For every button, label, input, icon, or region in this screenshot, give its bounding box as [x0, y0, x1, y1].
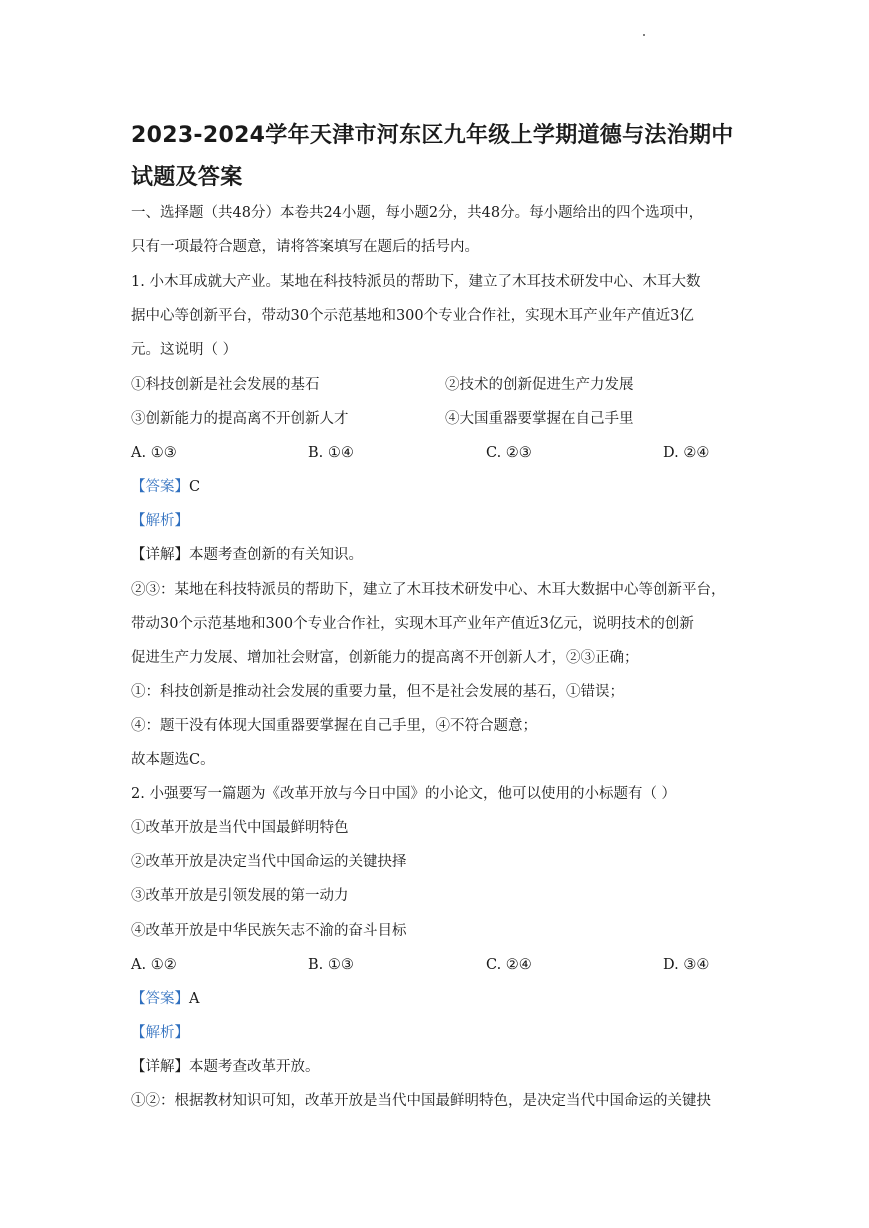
q1-statement-3: ③创新能力的提高离不开创新人才 — [131, 411, 349, 427]
q1-explanation: ②③：某地在科技特派员的帮助下，建立了木耳技术研发中心、木耳大数据中心等创新平台， — [131, 582, 726, 598]
q1-statement-1: ①科技创新是社会发展的基石 — [131, 377, 320, 393]
q2-option-c: C. ②④ — [486, 957, 532, 973]
q1-option-d: D. ②④ — [663, 445, 710, 461]
detail-tag: 【详解】 — [131, 1059, 189, 1075]
q1-stem: 元。这说明（ ） — [131, 342, 238, 358]
q1-explanation: 带动30个示范基地和300个专业合作社，实现木耳产业年产值近3亿元，说明技术的创新 — [131, 616, 694, 632]
q1-statement-2: ②技术的创新促进生产力发展 — [445, 377, 634, 393]
q1-explanation: 促进生产力发展、增加社会财富，创新能力的提高离不开创新人才，②③正确； — [131, 650, 639, 666]
document-title-line1: 2023-2024学年天津市河东区九年级上学期道德与法治期中 — [131, 123, 734, 148]
q1-stem: 1. 小木耳成就大产业。某地在科技特派员的帮助下，建立了木耳技术研发中心、木耳大数 — [131, 274, 701, 290]
q2-statement-4: ④改革开放是中华民族矢志不渝的奋斗目标 — [131, 923, 407, 939]
answer-tag: 【答案】 — [131, 479, 189, 495]
q2-option-d: D. ③④ — [663, 957, 710, 973]
q1-answer — [131, 477, 200, 497]
q1-statement-4: ④大国重器要掌握在自己手里 — [445, 411, 634, 427]
analysis-tag: 【解析】 — [131, 1025, 189, 1041]
q1-explanation: ④：题干没有体现大国重器要掌握在自己手里，④不符合题意； — [131, 718, 537, 734]
q2-answer — [131, 989, 199, 1009]
q2-option-a: A. ①② — [131, 957, 177, 973]
q2-detail — [131, 1057, 320, 1077]
q1-explanation: ①：科技创新是推动社会发展的重要力量，但不是社会发展的基石，①错误； — [131, 684, 624, 700]
q2-statement-2: ②改革开放是决定当代中国命运的关键抉择 — [131, 854, 407, 870]
intro-line: 一、选择题（共48分）本卷共24小题，每小题2分，共48分。每小题给出的四个选项中， — [131, 205, 704, 221]
q1-conclusion: 故本题选C。 — [131, 752, 215, 768]
document-title-line2: 试题及答案 — [131, 165, 243, 190]
q1-option-c: C. ②③ — [486, 445, 532, 461]
detail-text: 本题考查改革开放。 — [189, 1059, 320, 1075]
analysis-tag: 【解析】 — [131, 513, 189, 529]
q2-statement-3: ③改革开放是引领发展的第一动力 — [131, 888, 349, 904]
answer-value: C — [189, 479, 201, 495]
intro-line: 只有一项最符合题意，请将答案填写在题后的括号内。 — [131, 239, 479, 255]
q2-statement-1: ①改革开放是当代中国最鲜明特色 — [131, 820, 349, 836]
answer-tag: 【答案】 — [131, 991, 189, 1007]
q2-option-b: B. ①③ — [308, 957, 354, 973]
q2-analysis — [131, 1023, 189, 1043]
q1-analysis — [131, 511, 189, 531]
page-dot — [643, 34, 645, 36]
detail-text: 本题考查创新的有关知识。 — [189, 547, 363, 563]
answer-value: A — [189, 991, 200, 1007]
q1-stem: 据中心等创新平台，带动30个示范基地和300个专业合作社，实现木耳产业年产值近3亿 — [131, 308, 694, 324]
q2-stem: 2. 小强要写一篇题为《改革开放与今日中国》的小论文，他可以使用的小标题有（ ） — [131, 786, 677, 802]
q2-explanation: ①②：根据教材知识可知，改革开放是当代中国最鲜明特色，是决定当代中国命运的关键抉 — [131, 1093, 711, 1109]
q1-detail — [131, 545, 363, 565]
q1-option-a: A. ①③ — [131, 445, 177, 461]
detail-tag: 【详解】 — [131, 547, 189, 563]
q1-option-b: B. ①④ — [308, 445, 354, 461]
